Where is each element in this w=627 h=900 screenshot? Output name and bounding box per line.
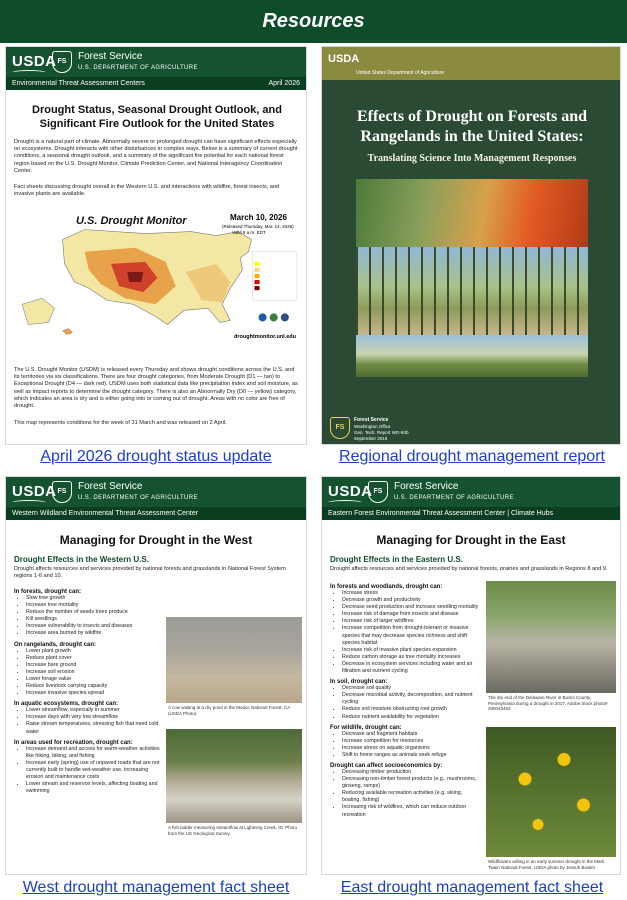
intro-text: Drought is a natural part of climate. Abnormally severe or prolonged drought can have significant effects especially on ecosystems. Drought interacts with other disturbances in complex ways. Below is a summary of current drought conditions, a seasonal drought outlook, and a summary of the significant fire potential for each national forest region based on the U.S. Drought Monitor, Climate Prediction Center, and National Interagency Coordination Center. — [14, 139, 298, 174]
drought-monitor-description: The U.S. Drought Monitor (USDM) is released every Thursday and shows drought conditions across the U.S. and its territories via six classifications. There are four drought categories, from Moderate Drought (D1 — tan) to Exceptional Drought (D4 — dark red). USDM uses both statistical data like precipitation index and soil moisture, as well as impact reports to determine the drought category. There is also an Abnormally Dry (D0 — yellow) category, which indicates an area is dry and is either going into or coming out of drought. Areas with no color are free of drought. — [14, 367, 298, 410]
link-april-2026-drought-status[interactable]: April 2026 drought status update — [40, 448, 272, 465]
effects-bullets — [14, 595, 162, 638]
wilting-wildflowers-photo — [486, 727, 616, 857]
footer-report-number: Gen. Tech. Report WO-93b — [354, 430, 409, 435]
department-name: U.S. DEPARTMENT OF AGRICULTURE — [394, 495, 514, 501]
fact-sheet-title: Managing for Drought in the West — [59, 533, 253, 547]
map-valid: Valid 8 a.m. EDT — [232, 230, 266, 235]
effect-item: • Increase stress on aquatic organisms — [342, 745, 480, 752]
intro-text: Drought affects resources and services provided by national forests and grasslands in National Forest System regions 1-6 and 10. — [14, 566, 286, 580]
map-date-note: This map represents conditions for the week of 31 March and was released on 2 April. — [14, 420, 227, 426]
fact-sheet-body — [14, 555, 304, 580]
rangeland-photo — [356, 335, 588, 377]
agency-logo-icon — [270, 313, 278, 321]
effect-item: • Shift in home ranges as animals seek refuge — [342, 752, 480, 759]
effects-heading: In forests, drought can: — [14, 589, 82, 595]
center-name: Western Wildland Environmental Threat Assessment Center — [12, 510, 199, 517]
forest-service-shield-icon: FS — [368, 481, 388, 503]
effect-item: • Decreasing non-timber forest products (e.g., mushrooms, ginseng, ramps) — [342, 776, 480, 790]
card-west-fact-sheet[interactable] — [5, 476, 307, 875]
agency-name: Forest Service — [78, 481, 143, 492]
effects-bullets — [330, 769, 480, 819]
effects-heading: In aquatic ecosystems, drought can: — [14, 701, 119, 708]
effects-heading: In areas used for recreation, drought can: — [14, 739, 133, 746]
section-heading: Drought Effects in the Western U.S. — [14, 555, 149, 564]
department-name: U.S. DEPARTMENT OF AGRICULTURE — [78, 495, 198, 501]
effect-item: • Decrease in ecosystem services including water and air filtration and nutrient cycling — [342, 661, 480, 675]
effects-heading: In soil, drought can: — [330, 679, 388, 686]
pine-forest-photo — [356, 247, 588, 335]
effects-bullets — [14, 746, 162, 796]
card-regional-report[interactable] — [321, 46, 621, 445]
effect-item: • Reduce carbon storage as tree mortality increases — [342, 654, 480, 661]
card-drought-status[interactable] — [5, 46, 307, 445]
fact-sheet-body — [330, 555, 618, 573]
link-west-drought-fact-sheet[interactable]: West drought management fact sheet — [22, 879, 290, 896]
photo-caption: Wildflowers wilting in an early summer drought in the Mark Twain National Forest. USDA photo by Jessuh Bowler — [486, 857, 616, 872]
forest-service-shield-icon: FS — [52, 51, 72, 73]
effect-item: • Lower streamflow, especially in summer — [26, 707, 162, 714]
photo-caption: The dry end of the Delaware River in Bucks County, Pennsylvania during a drought in 2017. Adobe Stock photo# 280043462 — [486, 693, 616, 714]
effects-bullets — [330, 590, 480, 675]
forest-service-banner — [322, 477, 620, 507]
page-title: Resources — [262, 10, 365, 32]
link-east-drought-fact-sheet[interactable]: East drought management fact sheet — [340, 879, 604, 896]
effect-item: • Decrease growth and productivity — [342, 597, 480, 604]
agency-name: Forest Service — [394, 481, 459, 492]
map-date: March 10, 2026 — [230, 213, 287, 222]
agency-logo-icon — [259, 313, 267, 321]
fish-ladder-streamflow-photo — [166, 729, 302, 823]
forest-service-banner — [6, 477, 306, 507]
report-title: Effects of Drought on Forests and Rangelands in the United States: — [356, 108, 588, 145]
drought-d4-area — [127, 272, 143, 282]
photo-caption: A fish ladder measuring streamflow at Lightning Creek, ID. Photo from the US Geological Survey. — [166, 823, 302, 838]
effect-item: • Slow tree growth — [26, 595, 162, 602]
center-banner — [6, 77, 306, 90]
effect-item: • Increasing risk of wildfires, which can reduce outdoor recreation — [342, 804, 480, 818]
footer-agency: Forest Service — [354, 417, 389, 423]
link-regional-drought-report[interactable]: Regional drought management report — [339, 448, 605, 465]
effect-item: • Decreasing timber production — [342, 769, 480, 776]
department-name: U.S. DEPARTMENT OF AGRICULTURE — [78, 65, 198, 71]
effect-item: • Reduce soil moisture obstructing root growth — [342, 706, 480, 713]
effect-item: • Increase risk of damage from insects and disease — [342, 611, 480, 618]
intro-text-2: Fact sheets discussing drought overall in the Western U.S. and interactions with wildfire, forest insects, and invasive plants are available. — [14, 184, 280, 198]
fact-sheet-title: Managing for Drought in the East — [376, 533, 566, 547]
effect-item: • Reduce nutrient availability for vegetation — [342, 714, 480, 721]
wildfire-photo — [356, 179, 588, 247]
agency-logo-icon — [281, 313, 289, 321]
page-header — [0, 0, 627, 43]
forest-service-shield-icon: FS — [330, 417, 350, 439]
effect-item: • Increase early (spring) use of unpaved roads that are not currently built to handle wet-weather use, increasing erosion and maintenance costs — [26, 760, 162, 781]
effects-bullets — [14, 648, 162, 698]
effect-item: • Increase risk of invasive plant species expansion — [342, 647, 480, 654]
effect-item: • Increase area burned by wildfire — [26, 630, 162, 637]
department-name: United States Department of Agriculture — [356, 70, 445, 76]
effect-item: • Increase stress — [342, 590, 480, 597]
effect-item: • Reduce plant cover — [26, 655, 162, 662]
document-title: Drought Status, Seasonal Drought Outlook, and Significant Fire Outlook for the United States — [32, 104, 282, 130]
map-url: droughtmonitor.unl.edu — [234, 334, 297, 340]
effect-item: • Decrease soil quality — [342, 685, 480, 692]
effects-heading: Drought can affect socioeconomics by: — [330, 762, 443, 769]
center-name: Eastern Forest Environmental Threat Assessment Center | Climate Hubs — [328, 510, 554, 517]
effect-item: • Lower stream and reservoir levels, affecting boating and swimming — [26, 781, 162, 795]
effect-item: • Increase vulnerability to insects and diseases — [26, 623, 162, 630]
effect-item: • Raise stream temperatures, stressing fish that need cold water — [26, 721, 162, 735]
effects-heading: In forests and woodlands, drought can: — [330, 584, 443, 590]
effects-list — [14, 585, 162, 795]
effect-item: • Lower forage value — [26, 676, 162, 683]
map-title: U.S. Drought Monitor — [76, 215, 187, 227]
effect-item: • Reduce livestock carrying capacity — [26, 683, 162, 690]
effect-item: • Reducing available recreation activities (e.g. skiing, boating, fishing) — [342, 790, 480, 804]
effects-list — [330, 580, 480, 819]
effect-item: • Increase competition for resources — [342, 738, 480, 745]
center-banner — [322, 507, 620, 520]
dry-river-photo — [486, 581, 616, 693]
effect-item: • Increase tree mortality — [26, 602, 162, 609]
effect-item: • Increase soil erosion — [26, 669, 162, 676]
section-heading: Drought Effects in the Eastern U.S. — [330, 555, 463, 564]
intro-text: Drought affects resources and services provided by national forests, prairies and grasslands in Regions 8 and 9. — [330, 566, 608, 572]
effect-item: • Increase competition from drought-tolerant or invasive species that may decrease species richness and shift species habitat — [342, 625, 480, 646]
report-subtitle: Translating Science Into Management Responses — [367, 153, 577, 164]
effects-bullets — [330, 731, 480, 759]
usda-logo: USDA — [12, 53, 57, 70]
footer-date: September 2016 — [354, 436, 388, 441]
footer-office: Washington Office — [354, 424, 391, 429]
usda-logo: USDA — [328, 53, 360, 65]
effects-heading: On rangelands, drought can: — [14, 641, 97, 648]
card-east-fact-sheet[interactable] — [321, 476, 621, 875]
effect-item: • Increase days with very low streamflow — [26, 714, 162, 721]
alaska-shape — [22, 298, 54, 324]
hawaii-shape — [63, 329, 73, 335]
effects-heading: For wildlife, drought can: — [330, 724, 402, 731]
effect-item: • Decrease seed production and increase seedling mortality — [342, 604, 480, 611]
agency-name: Forest Service — [78, 51, 143, 62]
effect-item: • Increase bare ground — [26, 662, 162, 669]
effects-bullets — [14, 707, 162, 735]
map-release: (Released Thursday, Mar. 12, 2026) — [222, 224, 294, 229]
issue-date: April 2026 — [268, 80, 300, 87]
center-banner — [6, 507, 306, 520]
center-name: Environmental Threat Assessment Centers — [12, 80, 145, 87]
photo-caption: A cow waiting at a dry pond in the Modoc National Forest, CA (USDA Photo). — [166, 703, 302, 718]
usda-logo: USDA — [12, 483, 57, 500]
effect-item: • Increase risk of larger wildfires — [342, 618, 480, 625]
usda-logo: USDA — [328, 483, 373, 500]
effect-item: • Reduce the number of seeds trees produce — [26, 609, 162, 616]
forest-service-shield-icon: FS — [52, 481, 72, 503]
effect-item: • Decrease microbial activity, decomposition, and nutrient cycling — [342, 692, 480, 706]
effects-bullets — [330, 685, 480, 720]
forest-service-banner — [6, 47, 306, 77]
effect-item: • Increase demand and access for warm-weather activities like hiking, biking, and fishing — [26, 746, 162, 760]
effect-item: • Lower plant growth — [26, 648, 162, 655]
effect-item: • Decrease and fragment habitats — [342, 731, 480, 738]
effect-item: • Increase invasive species spread — [26, 690, 162, 697]
dry-pond-cow-photo — [166, 617, 302, 703]
effect-item: • Kill seedlings — [26, 616, 162, 623]
